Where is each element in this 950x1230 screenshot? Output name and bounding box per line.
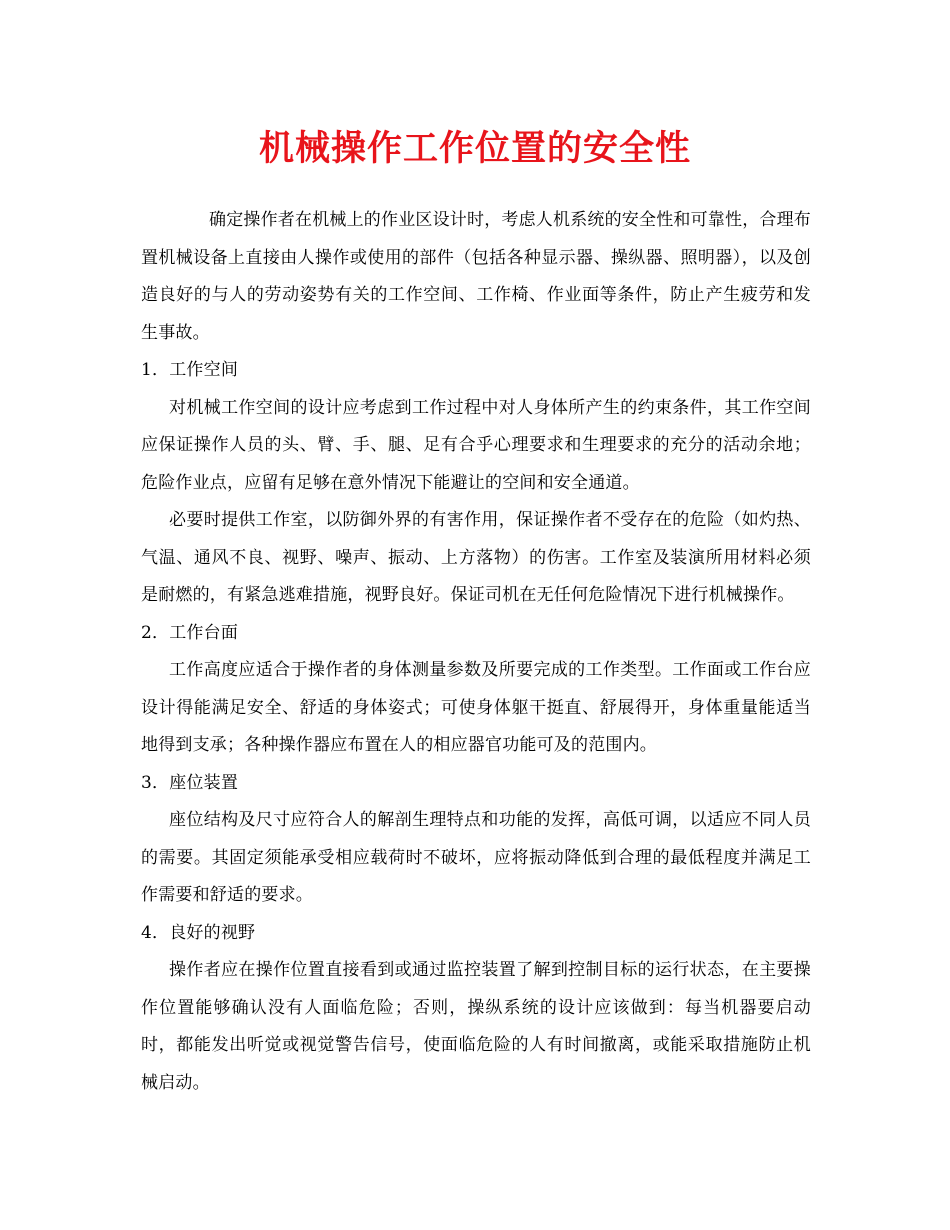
paragraph: 工作高度应适合于操作者的身体测量参数及所要完成的工作类型。工作面或工作台应设计得能满足安全、舒适的身体姿式；可使身体躯干挺直、舒展得开，身体重量能适当地得到支承；各种操作器应布置在人的相应器官功能可及的范围内。 (141, 660, 811, 755)
document-body (141, 202, 811, 1102)
section-heading-good-view: 4．良好的视野 (141, 922, 256, 943)
paragraph: 必要时提供工作室，以防御外界的有害作用，保证操作者不受存在的危险（如灼热、气温、通风不良、视野、噪声、振动、上方落物）的伤害。工作室及装演所用材料必须是耐燃的，有紧急逃难措施，视野良好。保证司机在无任何危险情况下进行机械操作。 (141, 510, 811, 605)
document-title: 机械操作工作位置的安全性 (258, 128, 691, 169)
section-heading-work-table: 2．工作台面 (141, 622, 239, 643)
section-heading-seat-device: 3．座位装置 (141, 772, 239, 793)
paragraph: 操作者应在操作位置直接看到或通过监控装置了解到控制目标的运行状态，在主要操作位置能够确认没有人面临危险；否则，操纵系统的设计应该做到：每当机器要启动时，都能发出听觉或视觉警告信号，使面临危险的人有时间撤离，或能采取措施防止机械启动。 (141, 960, 811, 1093)
section-heading-work-space: 1．工作空间 (141, 360, 239, 380)
paragraph: 对机械工作空间的设计应考虑到工作过程中对人身体所产生的约束条件，其工作空间应保证操作人员的头、臂、手、腿、足有合乎心理要求和生理要求的充分的活动余地；危险作业点，应留有足够在意外情况下能避让的空间和安全通道。 (141, 397, 811, 493)
intro-paragraph: 确定操作者在机械上的作业区设计时，考虑人机系统的安全性和可靠性，合理布置机械设备上直接由人操作或使用的部件（包括各种显示器、操纵器、照明器），以及创造良好的与人的劳动姿势有关的工作空间、工作椅、作业面等条件，防止产生疲劳和发生事故。 (141, 210, 811, 343)
paragraph: 座位结构及尺寸应符合人的解剖生理特点和功能的发挥，高低可调，以适应不同人员的需要。其固定须能承受相应载荷时不破坏，应将振动降低到合理的最低程度并满足工作需要和舒适的要求。 (141, 810, 811, 905)
